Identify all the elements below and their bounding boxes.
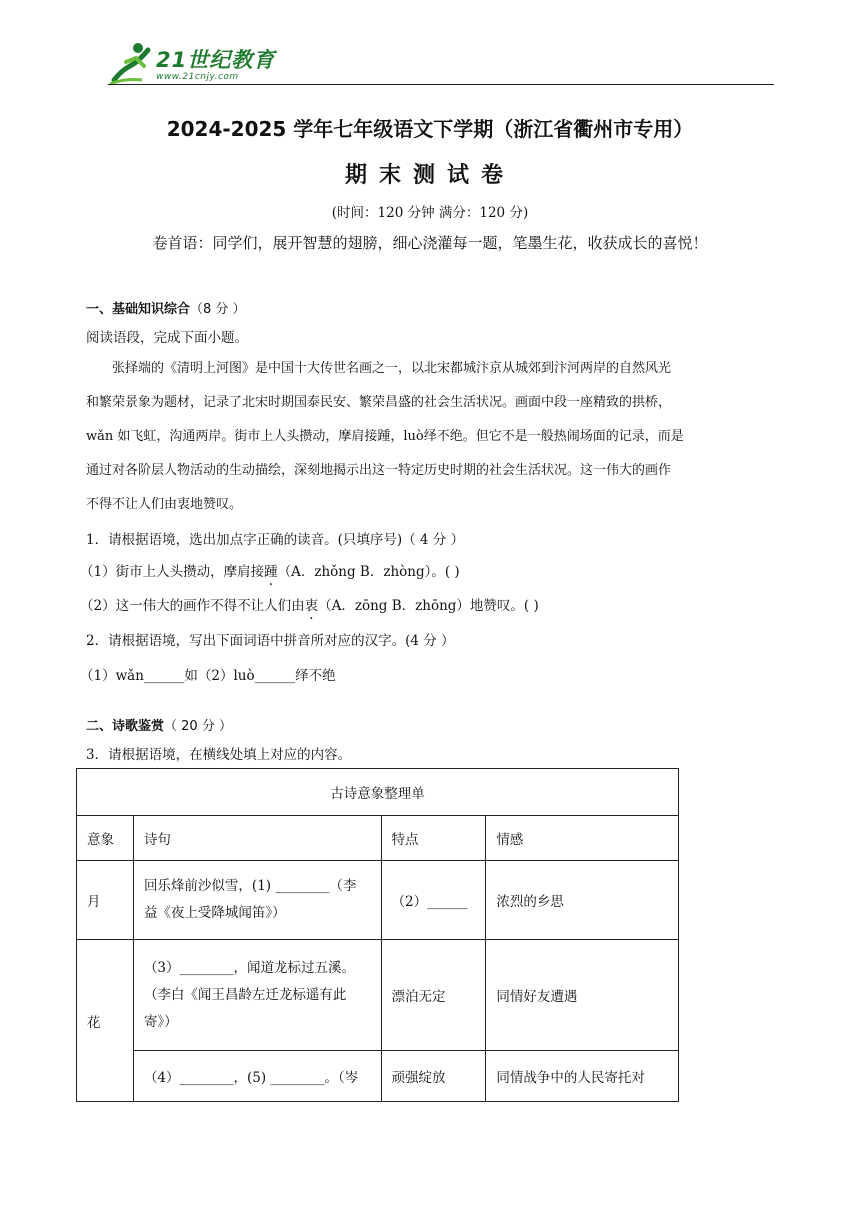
- question-2-stem: 2．请根据语境，写出下面词语中拼音所对应的汉字。(4 分 ）: [86, 633, 455, 649]
- section1-instruction: 阅读语段，完成下面小题。: [86, 330, 248, 346]
- exam-subtitle: 期末测试卷: [344, 163, 515, 188]
- dotted-char: 衷: [304, 598, 319, 614]
- verse-cell: （3）________，闻道龙标过五溪。 （李白《闻王昌龄左迁龙标遥有此 寄》）: [133, 940, 381, 1051]
- table-caption: 古诗意象整理单: [77, 769, 679, 816]
- image-cell: 月: [77, 861, 134, 940]
- feature-cell: 漂泊无定: [381, 940, 486, 1051]
- verse-cell: 回乐烽前沙似雪，(1) ________（李 益《夜上受降城闻笛》）: [133, 861, 381, 940]
- reading-passage: [86, 352, 774, 522]
- passage-line: 张择端的《清明上河图》是中国十大传世名画之一，以北宋都城汴京从城郊到汴河两岸的自然风光: [112, 361, 672, 376]
- section2-title: 二、诗歌鉴赏: [86, 719, 165, 734]
- column-header: 情感: [486, 816, 679, 861]
- table-row: [77, 1051, 679, 1102]
- question-3-stem: 3．请根据语境，在横线处填上对应的内容。: [86, 747, 352, 763]
- question-2-line: （1）wǎn______如（2）luò______绎不绝: [80, 668, 336, 684]
- image-cell: 花: [77, 940, 134, 1102]
- section1-title: 一、基础知识综合: [86, 302, 191, 317]
- feature-cell: （2）______: [381, 861, 486, 940]
- table-row: [77, 861, 679, 940]
- dotted-char: 踵: [264, 564, 278, 580]
- verse-cell: （4）________，(5) ________。（岑: [133, 1051, 381, 1102]
- section1-heading: [86, 298, 246, 317]
- passage-line: 通过对各阶层人物活动的生动描绘，深刻地揭示出这一特定历史时期的社会生活状况。这一伟大的画作: [86, 463, 672, 478]
- emotion-cell: 同情战争中的人民寄托对: [486, 1051, 679, 1102]
- column-header: 诗句: [133, 816, 381, 861]
- poem-imagery-table: [76, 768, 679, 1102]
- passage-line: 和繁荣景象为题材，记录了北宋时期国泰民安、繁荣昌盛的社会生活状况。画面中段一座精致的拱桥，: [86, 395, 672, 410]
- emotion-cell: 浓烈的乡思: [486, 861, 679, 940]
- logo-text: 21世纪教育: [156, 48, 276, 72]
- passage-line: wǎn 如飞虹，沟通两岸。街市上人头攒动，摩肩接踵，luò绎不绝。但它不是一般热闹场面的记录，而是: [86, 429, 684, 444]
- runner-logo-icon: [108, 40, 154, 86]
- passage-line: 不得不让人们由衷地赞叹。: [86, 497, 243, 512]
- table-row: [77, 940, 679, 1051]
- logo-url: www.21cnjy.com: [156, 72, 239, 82]
- column-header: 特点: [381, 816, 486, 861]
- question-1-sub1: （1）街市上人头攒动，摩肩接踵（A．zhǒng B．zhòng）。( ): [80, 564, 460, 580]
- question-1-sub2: （2）这一伟大的画作不得不让人们由衷（A．zōng B．zhōng）地赞叹。( ): [80, 598, 539, 614]
- section2-score: （ 20 分 ）: [164, 719, 232, 734]
- preface: 卷首语：同学们，展开智慧的翅膀，细心浇灌每一题，笔墨生花，收获成长的喜悦！: [152, 234, 708, 252]
- feature-cell: 顽强绽放: [381, 1051, 486, 1102]
- emotion-cell: 同情好友遭遇: [486, 940, 679, 1051]
- site-logo: [108, 38, 308, 86]
- section1-score: （8 分 ）: [190, 302, 246, 317]
- column-header: 意象: [77, 816, 134, 861]
- section2-heading: [86, 715, 232, 734]
- exam-title: 2024-2025 学年七年级语文下学期（浙江省衢州市专用）: [166, 117, 694, 141]
- header-divider: [108, 84, 774, 85]
- time-info: (时间：120 分钟 满分：120 分): [331, 205, 529, 221]
- question-1-stem: 1．请根据语境，选出加点字正确的读音。(只填序号)（ 4 分 ）: [86, 532, 465, 548]
